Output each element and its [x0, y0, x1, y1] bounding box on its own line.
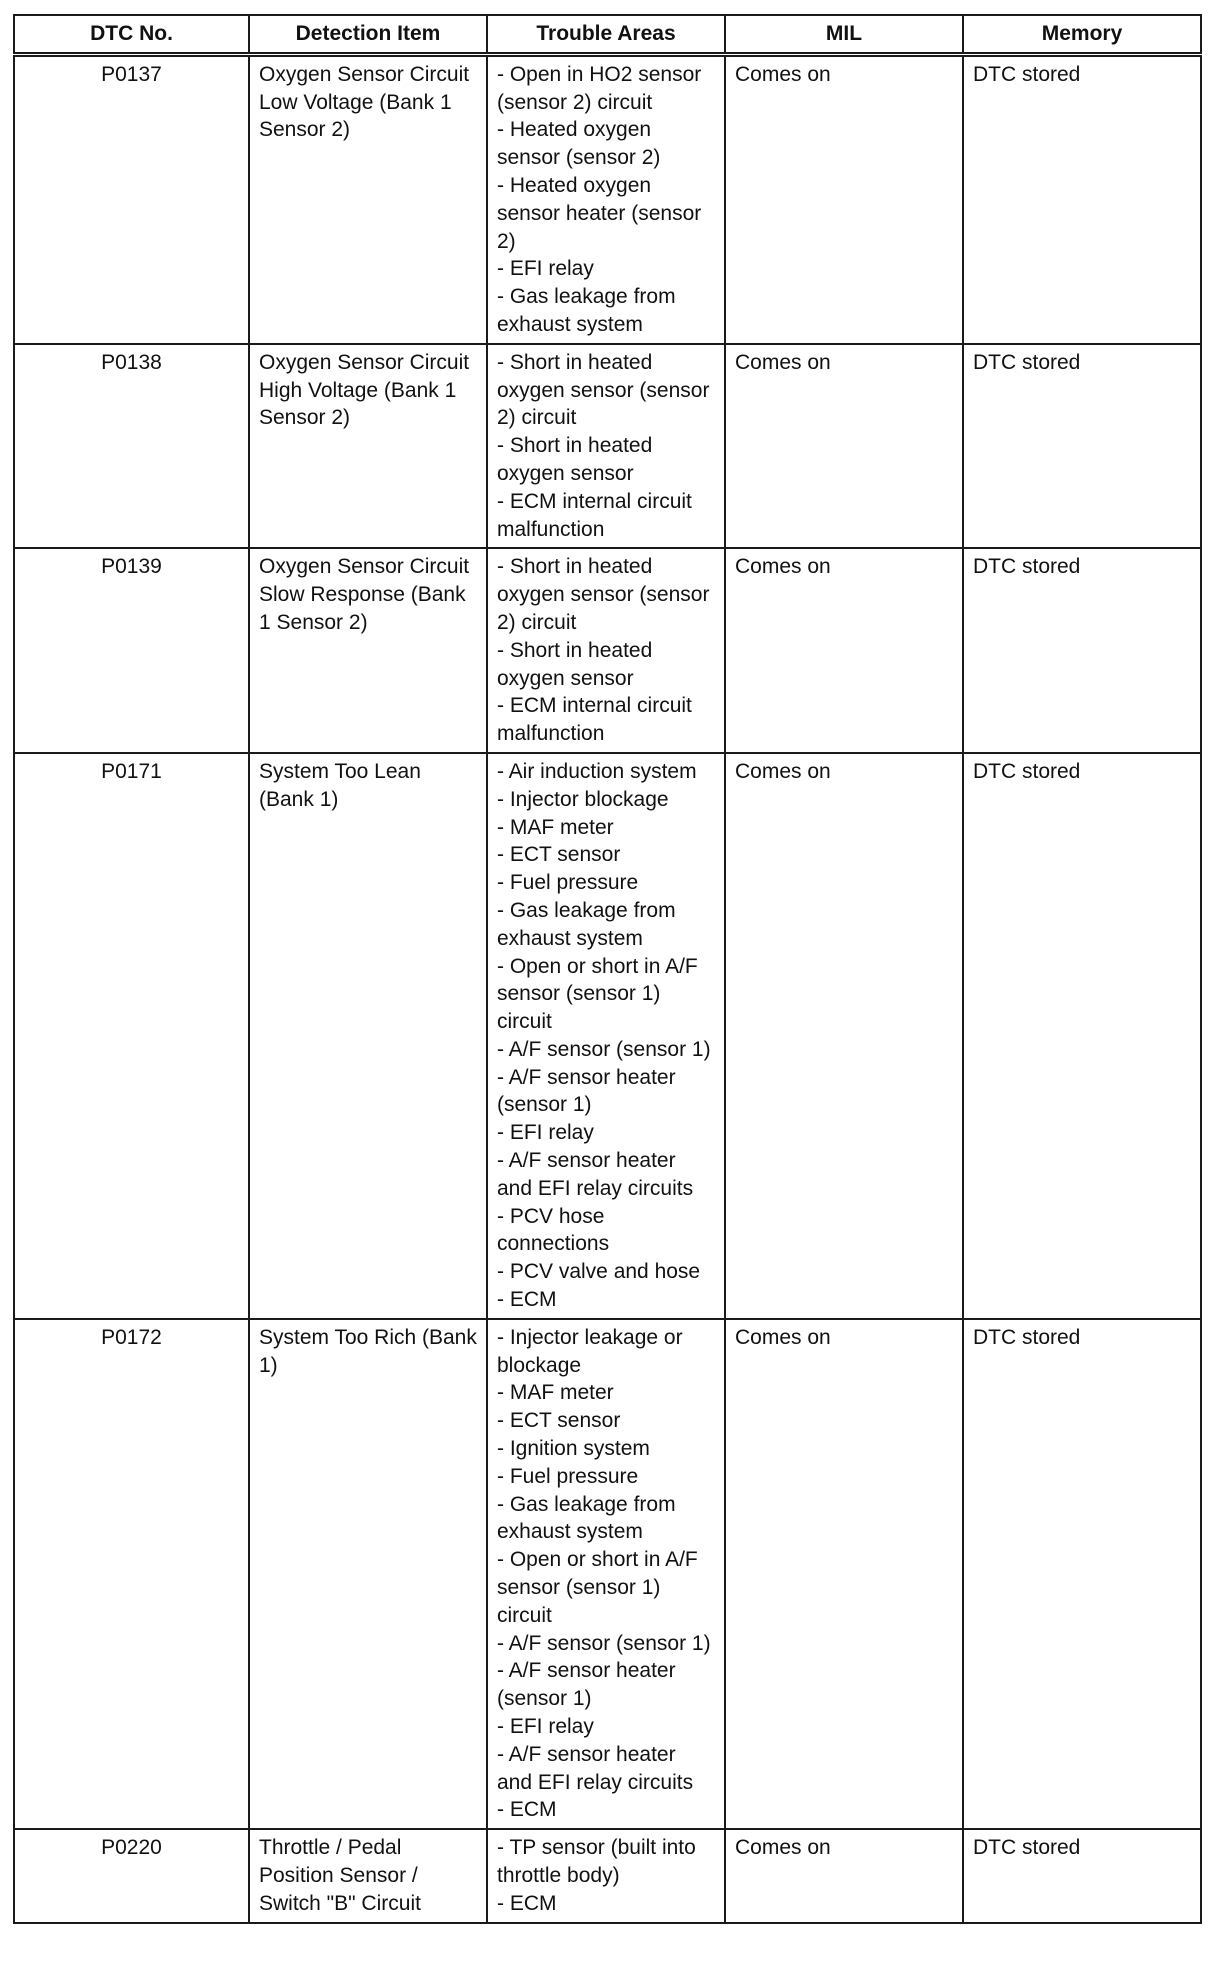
- trouble-area-item: - PCV hose connections: [497, 1204, 610, 1256]
- trouble-area-item: - TP sensor (built into throttle body): [497, 1836, 696, 1887]
- trouble-area-item: - Short in heated oxygen sensor: [497, 638, 653, 690]
- memory-cell: DTC stored: [963, 54, 1201, 343]
- trouble-areas-cell: [487, 753, 725, 1319]
- trouble-area-item: - ECT sensor: [497, 1409, 621, 1433]
- dtc-code-cell: P0171: [14, 753, 249, 1319]
- trouble-area-item: - EFI relay: [497, 1715, 594, 1739]
- mil-cell: Comes on: [725, 54, 963, 343]
- trouble-area-item: - ECM internal circuit malfunction: [497, 489, 692, 541]
- memory-cell: DTC stored: [963, 753, 1201, 1319]
- trouble-area-item: - Fuel pressure: [497, 871, 639, 895]
- trouble-area-item: - PCV valve and hose: [497, 1260, 701, 1284]
- trouble-area-item: - A/F sensor heater (sensor 1): [497, 1659, 676, 1711]
- memory-cell: DTC stored: [963, 1319, 1201, 1829]
- trouble-area-item: - Fuel pressure: [497, 1464, 639, 1488]
- table-row: [14, 753, 1201, 1319]
- header-mil: MIL: [725, 15, 963, 54]
- trouble-area-item: - A/F sensor heater and EFI relay circuits: [497, 1149, 694, 1200]
- header-row: [14, 15, 1201, 54]
- detection-item-cell: Oxygen Sensor Circuit Low Voltage (Bank 1 Sensor 2): [249, 54, 487, 343]
- table-row: [14, 548, 1201, 753]
- header-detection-item: Detection Item: [249, 15, 487, 54]
- header-memory: Memory: [963, 15, 1201, 54]
- trouble-area-item: - EFI relay: [497, 1121, 594, 1145]
- trouble-areas-cell: [487, 54, 725, 343]
- mil-cell: Comes on: [725, 1319, 963, 1829]
- trouble-area-item: - Ignition system: [497, 1437, 650, 1461]
- trouble-area-item: - Air induction system: [497, 759, 697, 783]
- trouble-area-item: - ECM: [497, 1891, 557, 1915]
- detection-item-cell: Oxygen Sensor Circuit Slow Response (Bank 1 Sensor 2): [249, 548, 487, 753]
- table-row: [14, 54, 1201, 343]
- trouble-area-item: - MAF meter: [497, 815, 614, 839]
- trouble-area-item: - Short in heated oxygen sensor: [497, 434, 653, 485]
- dtc-code-cell: P0220: [14, 1829, 249, 1922]
- trouble-areas-cell: [487, 1319, 725, 1829]
- trouble-area-item: - ECM: [497, 1288, 557, 1312]
- table-body: [14, 54, 1201, 1922]
- table-row: [14, 344, 1201, 549]
- trouble-area-item: - Gas leakage from exhaust system: [497, 898, 676, 950]
- dtc-code-cell: P0137: [14, 54, 249, 343]
- dtc-table: [13, 14, 1202, 1924]
- trouble-area-item: - Heated oxygen sensor heater (sensor 2): [497, 173, 702, 253]
- trouble-area-item: - Open or short in A/F sensor (sensor 1) circuit: [497, 954, 698, 1034]
- memory-cell: DTC stored: [963, 344, 1201, 549]
- trouble-area-item: - A/F sensor heater and EFI relay circuits: [497, 1742, 694, 1794]
- trouble-area-item: - Heated oxygen sensor (sensor 2): [497, 118, 661, 170]
- mil-cell: Comes on: [725, 1829, 963, 1922]
- detection-item-cell: System Too Rich (Bank 1): [249, 1319, 487, 1829]
- trouble-area-item: - A/F sensor heater (sensor 1): [497, 1065, 676, 1117]
- dtc-code-cell: P0139: [14, 548, 249, 753]
- detection-item-cell: Oxygen Sensor Circuit High Voltage (Bank 1 Sensor 2): [249, 344, 487, 549]
- trouble-area-item: - A/F sensor (sensor 1): [497, 1631, 711, 1655]
- memory-cell: DTC stored: [963, 548, 1201, 753]
- trouble-area-item: - Gas leakage from exhaust system: [497, 1492, 676, 1544]
- mil-cell: Comes on: [725, 548, 963, 753]
- trouble-area-item: - ECM: [497, 1798, 557, 1822]
- dtc-code-cell: P0172: [14, 1319, 249, 1829]
- trouble-areas-cell: [487, 344, 725, 549]
- trouble-area-item: - Injector blockage: [497, 787, 669, 811]
- memory-cell: DTC stored: [963, 1829, 1201, 1922]
- dtc-code-cell: P0138: [14, 344, 249, 549]
- table-row: [14, 1319, 1201, 1829]
- trouble-area-item: - EFI relay: [497, 257, 594, 281]
- mil-cell: Comes on: [725, 753, 963, 1319]
- trouble-area-item: - Short in heated oxygen sensor (sensor 2) circuit: [497, 555, 710, 634]
- trouble-area-item: - A/F sensor (sensor 1): [497, 1037, 711, 1061]
- trouble-area-item: - Short in heated oxygen sensor (sensor 2) circuit: [497, 350, 710, 430]
- trouble-area-item: - Open or short in A/F sensor (sensor 1) circuit: [497, 1548, 698, 1627]
- trouble-area-item: - MAF meter: [497, 1381, 614, 1405]
- trouble-areas-cell: [487, 1829, 725, 1922]
- table-row: [14, 1829, 1201, 1922]
- trouble-area-item: - ECM internal circuit malfunction: [497, 694, 692, 746]
- trouble-area-item: - Gas leakage from exhaust system: [497, 285, 676, 336]
- mil-cell: Comes on: [725, 344, 963, 549]
- trouble-area-item: - Injector leakage or blockage: [497, 1325, 683, 1377]
- detection-item-cell: System Too Lean (Bank 1): [249, 753, 487, 1319]
- trouble-areas-cell: [487, 548, 725, 753]
- trouble-area-item: - Open in HO2 sensor (sensor 2) circuit: [497, 62, 702, 114]
- header-trouble-areas: Trouble Areas: [487, 15, 725, 54]
- detection-item-cell: Throttle / Pedal Position Sensor / Switch "B" Circuit: [249, 1829, 487, 1922]
- trouble-area-item: - ECT sensor: [497, 843, 621, 867]
- header-dtc-no: DTC No.: [14, 15, 249, 54]
